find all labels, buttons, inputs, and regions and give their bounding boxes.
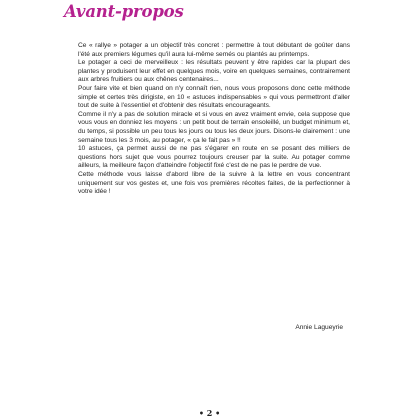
paragraph-2: Le potager a ceci de merveilleux : les résultats peuvent y être rapides car la plupart des plantes y produisent leur effet en quelques mois, voire en quelques semaines, contrairement aux arbres fruitiers ou aux chênes centenaires... <box>78 59 350 84</box>
page-title: Avant-propos <box>64 2 184 21</box>
paragraph-3: Pour faire vite et bien quand on n'y connaît rien, nous vous proposons donc cette méthode simple et certes très dirigiste, en 10 « astuces indispensables » qui vous permettront d'aller tout de suite à l'essentiel et d'obtenir des résultats encourageants. <box>78 84 350 110</box>
foreword-body <box>78 42 350 197</box>
paragraph-6: Cette méthode vous laisse d'abord libre de la suivre à la lettre en vous concentrant uniquement sur vos gestes et, une fois vos premières récoltes faites, de la perfectionner à votre idée ! <box>78 170 350 196</box>
paragraph-4: Comme il n'y a pas de solution miracle et si vous en avez vraiment envie, cela suppose que vous vous en donniez les moyens : un petit bout de terrain ensoleillé, un budget minimum et, du temps, si possible un peu tous les jours ou tous les deux jours. Disons-le clairement : une semaine tous les 3 mois, au potager, « ça le fait pas » !! <box>78 110 350 144</box>
page-number: • 2 • <box>198 408 221 418</box>
paragraph-1: Ce « rallye » potager a un objectif très concret : permettre à tout débutant de goûter dans l'été aux premiers légumes qu'il aura lui-même semés ou plantés au printemps. <box>78 42 350 58</box>
author-signature: Annie Lagueyrie <box>295 324 343 331</box>
paragraph-5: 10 astuces, ça permet aussi de ne pas s'égarer en route en se posant des milliers de questions hors sujet que vous pourrez toujours creuser par la suite. Au potager comme ailleurs, la meilleure façon d'atteindre l'objectif fixé c'est de ne pas le perdre de vue. <box>78 145 350 170</box>
